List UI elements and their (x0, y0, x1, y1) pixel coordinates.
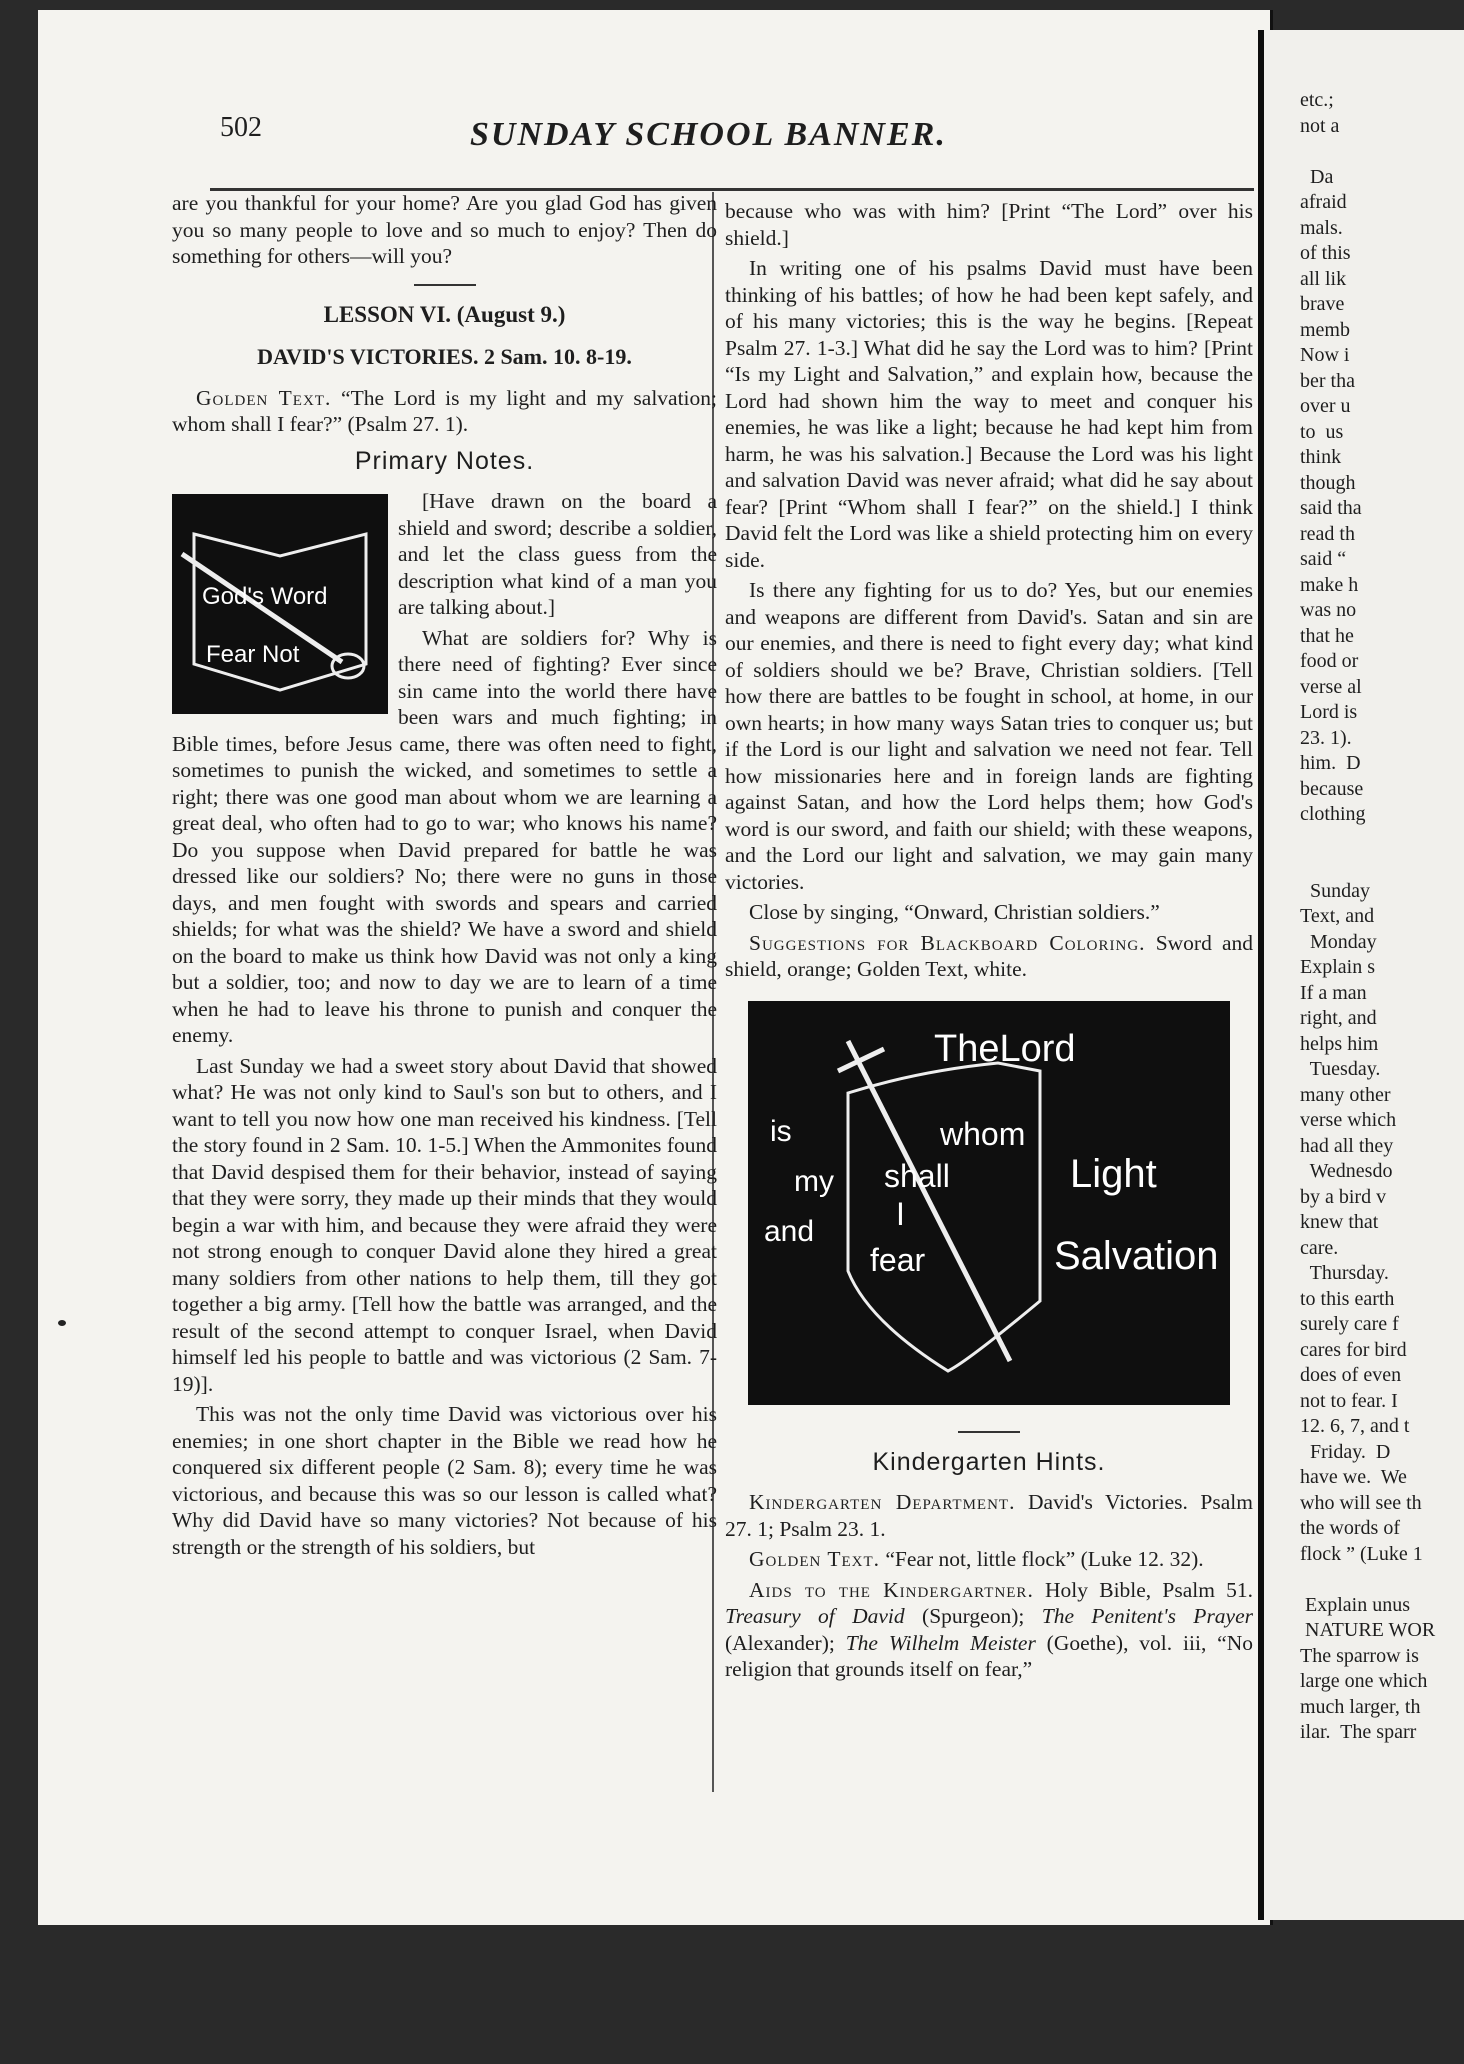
suggestions-text: Sword and shield, orange; Golden Text, white. (725, 930, 1253, 981)
page-number: 502 (220, 112, 262, 143)
author: (Alexander); (725, 1630, 835, 1655)
kindergarten-department (725, 1489, 1253, 1542)
aids-text: Holy Bible, Psalm 51. (1045, 1577, 1253, 1602)
facing-page-text: etc.; not a Da afraid mals. of this all lik brave memb Now i ber tha over u to us think though said tha read th said “ make h was no that he food or verse al Lord is 23. 1). him. D because clothing Sunday Text, and Monday Explain s If a man right, and helps him Tuesday. many other verse which had all they Wednesdo by a bird v knew that care. Thursday. to this earth surely care f cares for bird does of even not to fear. I 12. 6, 7, and t Friday. D have we. We who will see th the words of flock ” (Luke 1 Explain unus NATURE WOR The sparrow is large one which much larger, th ilar. The sparr (1300, 89, 1436, 1743)
aids-label: Aids to the Kindergartner. (749, 1577, 1034, 1602)
suggestions-label: Suggestions for Blackboard Coloring. (749, 930, 1146, 955)
aids-text-tail: (Goethe), vol. iii, “No religion that grounds itself on fear,” (725, 1630, 1253, 1681)
kindergarten-hints-heading: Kindergarten Hints. (872, 1447, 1106, 1476)
fig-text-gods-word: God's Word (202, 583, 328, 610)
right-column (725, 198, 1253, 1838)
kindergarten-department-label: Kindergarten Department. (749, 1490, 1016, 1514)
golden-text-label: Golden Text. (196, 385, 332, 410)
page-header (180, 112, 1260, 172)
running-title: SUNDAY SCHOOL BANNER. (470, 116, 947, 153)
blackboard-illustration-lord-light (748, 1001, 1230, 1405)
fig-text-i: I (896, 1195, 905, 1232)
left-column (172, 190, 717, 1800)
fig-text-whom: whom (940, 1115, 1026, 1152)
lesson-subtitle: DAVID'S VICTORIES. 2 Sam. 10. 8-19. (257, 344, 632, 369)
kindergarten-department-text: David's Victories. Psalm 27. 1; Psalm 23. 1. (725, 1490, 1253, 1541)
author: (Spurgeon); (922, 1604, 1025, 1628)
lesson-title: LESSON VI. (August 9.) (323, 301, 566, 327)
golden-text: “The Lord is my light and my salvation; whom shall I fear?” (Psalm 27. 1). (172, 385, 717, 436)
separator (958, 1431, 1020, 1433)
blackboard-illustration-shield-sword (172, 494, 388, 714)
fig-text-is: is (770, 1114, 792, 1148)
fig-text-fear-not: Fear Not (206, 641, 300, 668)
separator (414, 284, 476, 286)
intro-paragraph: are you thankful for your home? Are you glad God has given you so many people to love and so much to enjoy? Then do something for others—will you? (172, 191, 717, 268)
fig-text-fear: fear (870, 1241, 926, 1278)
book-title: Treasury of David (725, 1604, 905, 1628)
paragraph: What are soldiers for? Why is there need of fighting? Ever since sin came into the world there have been wars and much fighting; in Bible times, before Jesus came, there was often need to fight, sometimes to punish the wicked, and sometimes to settle a right; there was one good man about whom we are learning a great deal, who often had to go to war; who knows his name? Do you suppose when David prepared for battle he was dressed like our soldiers? No; there were no guns in those days, and men fought with swords and spears and carried shields; for what was the shield? We have a sword and shield on the board to make us think how David was not only a king but a soldier, too; and now to day we are to learn of a time when he had to leave his throne to punish and conquer the enemy. (172, 625, 717, 1047)
paragraph: because who was with him? [Print “The Lord” over his shield.] (725, 199, 1253, 250)
aids-to-kindergartner (725, 1577, 1253, 1683)
margin-mark (58, 1320, 66, 1326)
shield-sword-drawing (172, 494, 388, 714)
paragraph: Is there any fighting for us to do? Yes, but our enemies and weapons are different from David's. Satan and sin are our enemies, and there is need to fight every day; what kind of soldiers should we be? Brave, Christian soldiers. [Tell how there are battles to be fought in school, at home, in our own hearts; in how many ways Satan tries to conquer us; but if the Lord is our light and salvation we need not fear. Tell how missionaries here and in foreign lands are fighting against Satan, and how the Lord helps them; how God's word is our sword, and faith our shield; with these weapons, and the Lord our light and salvation, we may gain many victories. (725, 578, 1253, 894)
paragraph: [Have drawn on the board a shield and sword; describe a soldier, and let the class guess from the description what kind of a man you are talking about.] (398, 489, 717, 619)
light-salvation-drawing (748, 1001, 1230, 1405)
golden-text-paragraph (172, 385, 717, 438)
fig-text-salvation: Salvation (1054, 1233, 1219, 1278)
blackboard-suggestions (725, 930, 1253, 983)
paragraph: This was not the only time David was victorious over his enemies; in one short chapter in the Bible we read how he conquered six different people (2 Sam. 8); every time he was victorious, and because this was so our lesson is called what? Why did David have so many victories? Not because of his strength or the strength of his soldiers, but (172, 1402, 717, 1559)
book-title: The Penitent's Prayer (1041, 1604, 1253, 1628)
fig-text-light: Light (1070, 1151, 1157, 1196)
paragraph: In writing one of his psalms David must have been thinking of his battles; of how he had been kept safely, and of his many victories; this is the way he begins. [Repeat Psalm 27. 1-3.] What did he say the Lord was to him? [Print “Is my Light and Salvation,” and explain how, because the Lord had shown him the way to meet and conquer his enemies, he was like a light; because he had kept him from harm, he was his salvation.] Because the Lord was his light and salvation David was never afraid; what did he say about fear? [Print “Whom shall I fear?” on the shield.] I think David felt the Lord was like a shield protecting him on every side. (725, 256, 1253, 572)
primary-notes-heading: Primary Notes. (354, 446, 535, 475)
fig-text-shall: shall (884, 1157, 950, 1194)
kindergarten-golden-value: “Fear not, little flock” (Luke 12. 32). (885, 1547, 1204, 1571)
kindergarten-golden-label: Golden Text. (749, 1547, 881, 1571)
kindergarten-golden-text (725, 1546, 1253, 1573)
fig-text-my: my (794, 1164, 834, 1198)
book-title: The Wilhelm Meister (845, 1630, 1036, 1655)
paragraph: Close by singing, “Onward, Christian soldiers.” (749, 900, 1160, 924)
facing-page-edge (1258, 30, 1464, 1920)
fig-text-the-lord: TheLord (934, 1027, 1076, 1070)
paragraph: Last Sunday we had a sweet story about David that showed what? He was not only kind to Saul's son but to others, and I want to tell you now how one man received his kindness. [Tell the story found in 2 Sam. 10. 1-5.] When the Ammonites found that David despised them for their behavior, instead of saying that they were sorry, they made up their minds that they would begin a war with him, and because they were afraid they were not strong enough to conquer David alone they hired a great many soldiers from other nations to help them, till they got together a big army. [Tell how the battle was arranged, and the result of the second attempt to conquer Israel, when David himself led his people to battle and was victorious (2 Sam. 7-19)]. (172, 1053, 717, 1396)
fig-text-and: and (764, 1214, 815, 1248)
